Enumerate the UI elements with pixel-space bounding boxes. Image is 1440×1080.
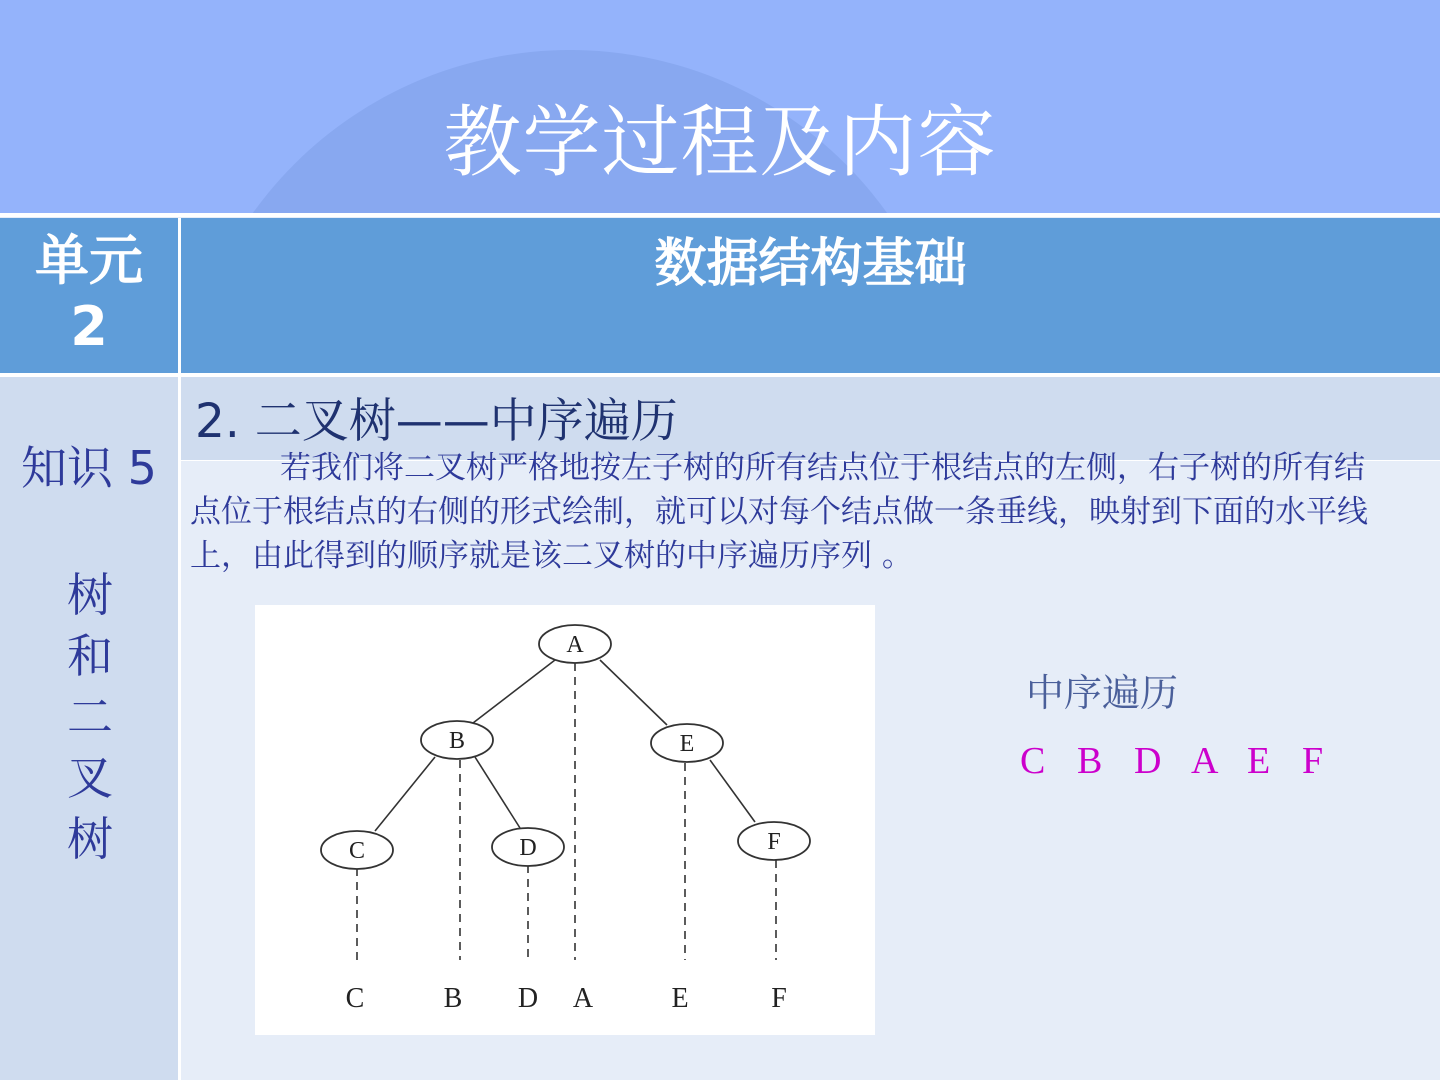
tree-edge — [710, 760, 755, 822]
inorder-label: 中序遍历 — [1026, 671, 1179, 715]
sequence-item: F — [1302, 740, 1324, 782]
node-label: E — [679, 731, 695, 757]
sequence-item: C — [1020, 740, 1046, 782]
tree-edge — [600, 660, 667, 725]
knowledge-title-char: 树 — [67, 812, 113, 866]
node-label: A — [566, 632, 584, 658]
slide-title: 教学过程及内容 — [443, 98, 997, 188]
sequence-item: B — [1077, 740, 1103, 782]
knowledge-label: 知识 5 — [21, 441, 157, 495]
sequence-item: A — [1191, 740, 1219, 782]
tree-edge — [475, 757, 520, 828]
knowledge-title-char: 树 — [67, 568, 113, 622]
projection-label: D — [517, 983, 539, 1014]
binary-tree-svg — [255, 605, 875, 1035]
projection-label: A — [572, 983, 594, 1014]
unit-number: 2 — [70, 295, 108, 358]
tree-edge — [375, 757, 435, 831]
projection-label: B — [443, 983, 463, 1014]
node-label: C — [348, 838, 366, 864]
explanation-paragraph: 若我们将二叉树严格地按左子树的所有结点位于根结点的左侧，右子树的所有结点位于根结点的右侧的形式绘制，就可以对每个结点做一条垂线，映射到下面的水平线上，由此得到的顺序就是该二叉树的中序遍历序列 。 — [190, 450, 1368, 574]
unit-label: 单元 — [35, 229, 143, 292]
knowledge-title — [60, 565, 120, 870]
table-vertical-border — [178, 218, 181, 1080]
knowledge-title-char: 叉 — [67, 751, 113, 805]
tree-edge — [473, 660, 555, 723]
projection-label: C — [345, 983, 365, 1014]
projection-label: F — [771, 983, 787, 1014]
knowledge-title-char: 和 — [67, 629, 113, 683]
topic-title: 数据结构基础 — [654, 234, 967, 294]
inorder-sequence — [1018, 736, 1378, 786]
node-label: B — [448, 728, 466, 754]
projection-label: E — [671, 983, 689, 1014]
sequence-item: D — [1134, 740, 1162, 782]
table-row-border — [0, 373, 1440, 377]
node-label: F — [767, 829, 781, 855]
unit-title — [0, 228, 178, 360]
sequence-item: E — [1247, 740, 1271, 782]
table-top-border — [0, 213, 1440, 217]
node-label: D — [519, 835, 537, 861]
knowledge-title-char: 二 — [67, 690, 113, 744]
section-heading: 2. 二叉树——中序遍历 — [195, 394, 678, 449]
binary-tree-diagram — [255, 605, 875, 1035]
